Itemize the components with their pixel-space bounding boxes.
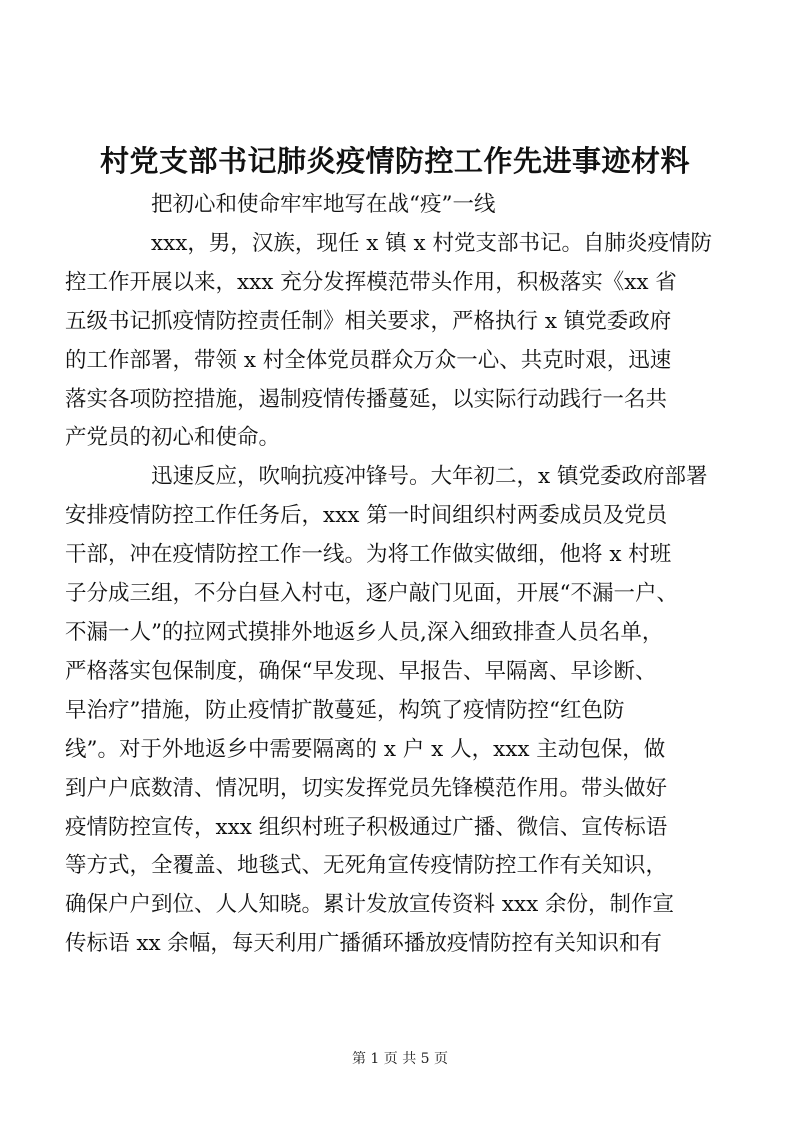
- text-line: 落实各项防控措施，遏制疫情传播蔓延，以实际行动践行一名共: [65, 386, 668, 412]
- text-line: 的工作部署，带领 x 村全体党员群众万众一心、共克时艰，迅速: [65, 347, 672, 373]
- document-body: [65, 186, 712, 964]
- text-line: 控工作开展以来，xxx 充分发挥模范带头作用，积极落实《xx 省: [65, 269, 677, 295]
- text-line: 安排疫情防控工作任务后，xxx 第一时间组织村两委成员及党员: [65, 503, 668, 529]
- text-line: 疫情防控宣传，xxx 组织村班子积极通过广播、微信、宣传标语: [65, 814, 668, 840]
- text-line: 产党员的初心和使命。: [65, 425, 281, 451]
- paragraph-subtitle: [108, 186, 708, 225]
- document-title: 村党支部书记肺炎疫情防控工作先进事迹材料: [100, 144, 691, 178]
- text-line: 传标语 xx 余幅，每天利用广播循环播放疫情防控有关知识和有: [65, 931, 662, 957]
- text-line: xxx，男，汉族，现任 x 镇 x 村党支部书记。自肺炎疫情防: [151, 230, 712, 256]
- text-line: 到户户底数清、情况明，切实发挥党员先锋模范作用。带头做好: [65, 775, 668, 801]
- text-line: 把初心和使命牢牢地写在战“疫”一线: [151, 192, 496, 217]
- text-line: 严格落实包保制度，确保“早发现、早报告、早隔离、早诊断、: [65, 658, 657, 684]
- text-line: 线”。对于外地返乡中需要隔离的 x 户 x 人，xxx 主动包保，做: [65, 736, 666, 762]
- paragraph-rapid-response: [65, 458, 708, 964]
- text-line: 子分成三组，不分白昼入村屯，逐户敲门见面，开展“不漏一户、: [65, 581, 678, 607]
- text-line: 等方式，全覆盖、地毯式、无死角宣传疫情防控工作有关知识，: [65, 853, 668, 879]
- text-line: 五级书记抓疫情防控责任制》相关要求，严格执行 x 镇党委政府: [65, 308, 672, 334]
- paragraph-introduction: [65, 225, 712, 458]
- text-line: 确保户户到位、人人知晓。累计发放宣传资料 xxx 余份，制作宣: [65, 892, 675, 918]
- text-line: 早治疗”措施，防止疫情扩散蔓延，构筑了疫情防控“红色防: [65, 697, 625, 723]
- text-line: 不漏一人”的拉网式摸排外地返乡人员,深入细致排查人员名单，: [65, 619, 664, 645]
- text-line: 迅速反应，吹响抗疫冲锋号。大年初二，x 镇党委政府部署: [151, 464, 708, 490]
- text-line: 干部，冲在疫情防控工作一线。为将工作做实做细，他将 x 村班: [65, 542, 672, 568]
- page-number-footer: 第 1 页 共 5 页: [351, 1051, 449, 1067]
